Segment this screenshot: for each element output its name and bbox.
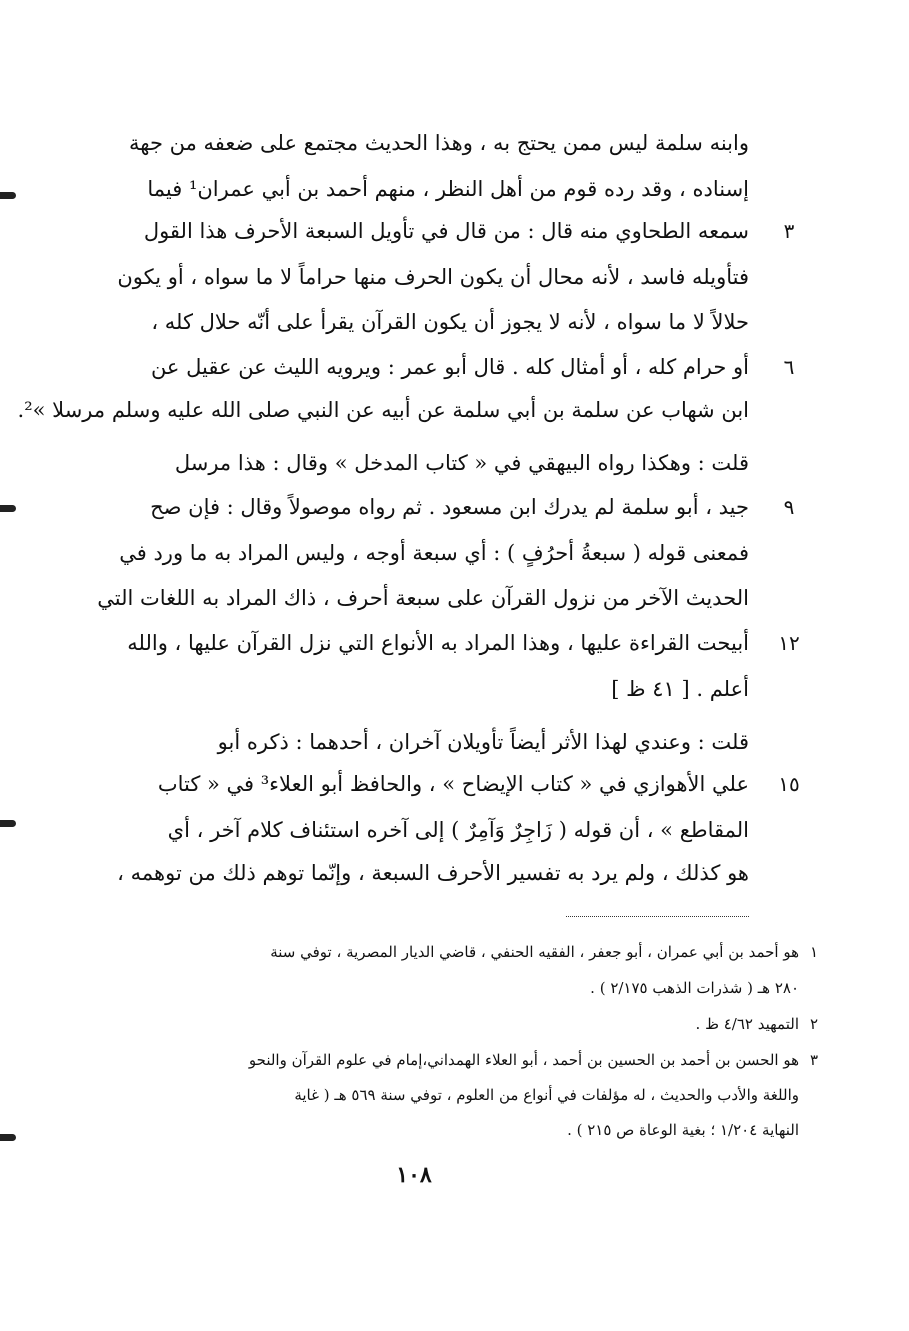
footnote-line: واللغة والأدب والحديث ، له مؤلفات في أنواع من العلوم ، توفي سنة ٥٦٩ هـ ( غاية [294,1086,799,1104]
margin-mark [0,820,16,827]
line-number: ٦ [783,355,795,379]
footnote-line: هو أحمد بن أبي عمران ، أبو جعفر ، الفقيه الحنفي ، قاضي الديار المصرية ، توفي سنة [270,943,799,961]
line-number: ٣ [783,219,795,243]
footnote-number: ٢ [809,1015,819,1033]
text-line: جيد ، أبو سلمة لم يدرك ابن مسعود . ثم رواه موصولاً وقال : فإن صح [150,495,749,519]
text-line: سمعه الطحاوي منه قال : من قال في تأويل السبعة الأحرف هذا القول [143,219,749,243]
text-line: وابنه سلمة ليس ممن يحتج به ، وهذا الحديث مجتمع على ضعفه من جهة [129,131,749,155]
text-line: أو حرام كله ، أو أمثال كله . قال أبو عمر : ويرويه الليث عن عقيل عن [150,355,749,379]
line-number: ٩ [783,495,795,519]
margin-mark [0,505,16,512]
text-line: حلالاً لا ما سواه ، لأنه لا يجوز أن يكون القرآن يقرأ على أنّه حلال كله ، [151,310,749,334]
text-line: علي الأهوازي في « كتاب الإيضاح » ، والحافظ أبو العلاء³ في « كتاب [157,772,749,796]
text-line: الحديث الآخر من نزول القرآن على سبعة أحرف ، ذاك المراد به اللغات التي [97,586,749,610]
margin-mark [0,192,16,199]
margin-mark [0,1134,16,1141]
text-line: أعلم . [ ٤١ ظ ] [611,677,749,701]
page-number: ١٠٨ [396,1162,432,1188]
text-line: ابن شهاب عن سلمة بن أبي سلمة عن أبيه عن النبي صلى الله عليه وسلم مرسلا »². [17,398,749,422]
line-number: ١٥ [778,772,800,796]
text-line: فتأويله فاسد ، لأنه محال أن يكون الحرف منها حراماً لا ما سواه ، أو يكون [117,265,749,289]
footnote-line: التمهيد ٤/٦٢ ظ . [695,1015,799,1033]
text-line: فمعنى قوله ( سبعةُ أحرُفٍ ) : أي سبعة أوجه ، وليس المراد به ما ورد في [119,541,749,565]
text-line: قلت : وهكذا رواه البيهقي في « كتاب المدخل » وقال : هذا مرسل [174,451,749,475]
text-line: أبيحت القراءة عليها ، وهذا المراد به الأنواع التي نزل القرآن عليها ، والله [127,631,749,655]
footnote-line: النهاية ١/٢٠٤ ؛ بغية الوعاة ص ٢١٥ ) . [567,1121,799,1139]
line-number: ١٢ [778,631,800,655]
text-line: إسناده ، وقد رده قوم من أهل النظر ، منهم أحمد بن أبي عمران¹ فيما [147,177,749,201]
text-line: المقاطع » ، أن قوله ( زَاجِرٌ وَآمِرٌ ) إلى آخره استئناف كلام آخر ، أي [167,818,749,842]
footnote-number: ١ [809,943,819,961]
footnote-divider [566,916,749,917]
text-line: هو كذلك ، ولم يرد به تفسير الأحرف السبعة ، وإنّما توهم ذلك من توهمه ، [117,861,749,885]
footnote-line: ٢٨٠ هـ ( شذرات الذهب ٢/١٧٥ ) . [590,979,799,997]
text-line: قلت : وعندي لهذا الأثر أيضاً تأويلان آخران ، أحدهما : ذكره أبو [217,730,749,754]
footnote-line: هو الحسن بن أحمد بن الحسين بن أحمد ، أبو العلاء الهمداني،إمام في علوم القرآن والنحو [248,1051,799,1069]
footnote-number: ٣ [809,1051,819,1069]
